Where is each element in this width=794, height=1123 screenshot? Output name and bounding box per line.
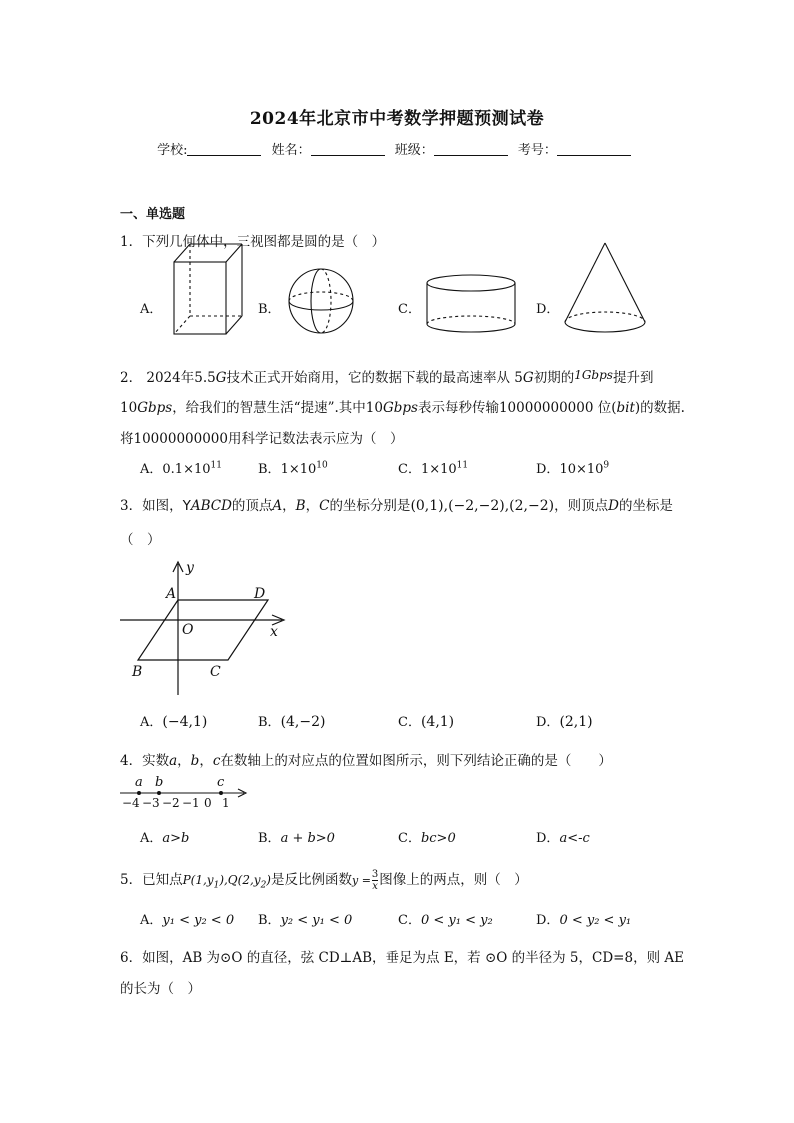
q5-stem: 5．已知点$P(1,y_1),Q(2,y_2)$是反比例函数y = $\frac{3}{x}$ 图像上的两点，则（ ） — [120, 869, 528, 892]
q3-stem-line-2: （ ） — [120, 532, 161, 548]
fraction-3-over-x: $\frac{3}{x}$ — [371, 869, 379, 892]
exam-no-label: 考号： — [517, 143, 557, 158]
graph-label-b: B — [132, 664, 143, 680]
tick-neg-1: −1 — [182, 796, 200, 810]
number-line-label-a: a — [135, 775, 143, 790]
q5-option-d: D．0 < y₂ < y₁ — [536, 913, 632, 928]
q4-option-a: A．a>b — [140, 831, 190, 846]
q6-line-2: 的长为（ ） — [120, 981, 201, 997]
number-line-label-b: b — [155, 775, 164, 790]
graph-label-a: A — [166, 586, 177, 602]
name-label: 姓名： — [271, 143, 311, 158]
school-label: 学校: — [157, 143, 188, 158]
q3-option-a: A．(−4,1) — [140, 714, 208, 730]
q1-stem: 1．下列几何体中，三视图都是圆的是（ ） — [120, 234, 386, 250]
exam-no-blank[interactable] — [557, 143, 631, 156]
q4-option-b: B．a + b>0 — [258, 831, 335, 846]
q4-stem: 4．实数a，b，c在数轴上的对应点的位置如图所示，则下列结论正确的是（ ） — [120, 753, 612, 769]
graph-label-y: y — [186, 560, 194, 576]
page-title: 2024年北京市中考数学押题预测试卷 — [249, 109, 545, 129]
q6-line-1: 6．如图，AB 为⊙O 的直径，弦 CD⊥AB，垂足为点 E，若 ⊙O 的半径为 5，CD=8，则 AE — [120, 950, 684, 966]
cylinder-figure — [424, 272, 518, 336]
tick-0: 0 — [204, 796, 212, 810]
sphere-figure — [286, 266, 356, 336]
q4-option-c: C．bc>0 — [398, 831, 456, 846]
q2-line-1: 2． 2024年5.5G技术正式开始商用，它的数据下载的最高速率从 5G初期的1Gbps提升到 — [120, 368, 654, 386]
q4-option-d: D．a<-c — [536, 831, 590, 846]
exam-info-line — [0, 139, 794, 158]
tick-neg-2: −2 — [162, 796, 180, 810]
graph-label-d: D — [254, 586, 266, 602]
q5-option-c: C．0 < y₁ < y₂ — [398, 913, 493, 928]
q1-option-a-label: A． — [140, 302, 163, 317]
q1-option-d-label: D． — [536, 302, 560, 317]
q2-line-3: 将10000000000用科学记数法表示应为（ ） — [120, 431, 404, 447]
parallelogram-graph — [118, 558, 288, 698]
q2-line-2: 10Gbps，给我们的智慧生活“提速”.其中10Gbps表示每秒传输10000000000 位(bit)的数据. — [120, 400, 685, 416]
school-blank[interactable] — [187, 143, 261, 156]
q2-option-c: C．$1\times 10^{11}$ — [398, 460, 469, 477]
q2-option-b: B．$1\times 10^{10}$ — [258, 460, 328, 477]
q2-option-a: A．$0.1\times 10^{11}$ — [140, 460, 222, 477]
q3-option-c: C．(4,1) — [398, 714, 455, 730]
name-blank[interactable] — [311, 143, 385, 156]
q2-option-d: D．$10\times 10^9$ — [536, 460, 610, 477]
section-heading: 一、单选题 — [120, 207, 186, 222]
q3-stem: 3．如图，YABCD的顶点A，B，C的坐标分别是(0,1),(−2,−2),(2,−2)，则顶点D的坐标是 — [120, 498, 673, 514]
q5-option-b: B．y₂ < y₁ < 0 — [258, 913, 353, 928]
graph-label-c: C — [210, 664, 221, 680]
q1-option-c-label: C． — [398, 302, 421, 317]
graph-label-o: O — [182, 622, 194, 638]
q5-option-a: A．y₁ < y₂ < 0 — [140, 913, 235, 928]
cube-figure — [170, 240, 246, 336]
number-line-label-c: c — [217, 775, 225, 790]
class-label: 班级： — [394, 143, 434, 158]
number-line — [118, 770, 252, 810]
q3-option-d: D．(2,1) — [536, 714, 593, 730]
tick-neg-4: −4 — [122, 796, 140, 810]
tick-1: 1 — [222, 796, 230, 810]
tick-neg-3: −3 — [142, 796, 160, 810]
graph-label-x: x — [270, 624, 278, 640]
q1-option-b-label: B． — [258, 302, 281, 317]
q3-option-b: B．(4,−2) — [258, 714, 326, 730]
cone-figure — [562, 240, 648, 336]
class-blank[interactable] — [434, 143, 508, 156]
